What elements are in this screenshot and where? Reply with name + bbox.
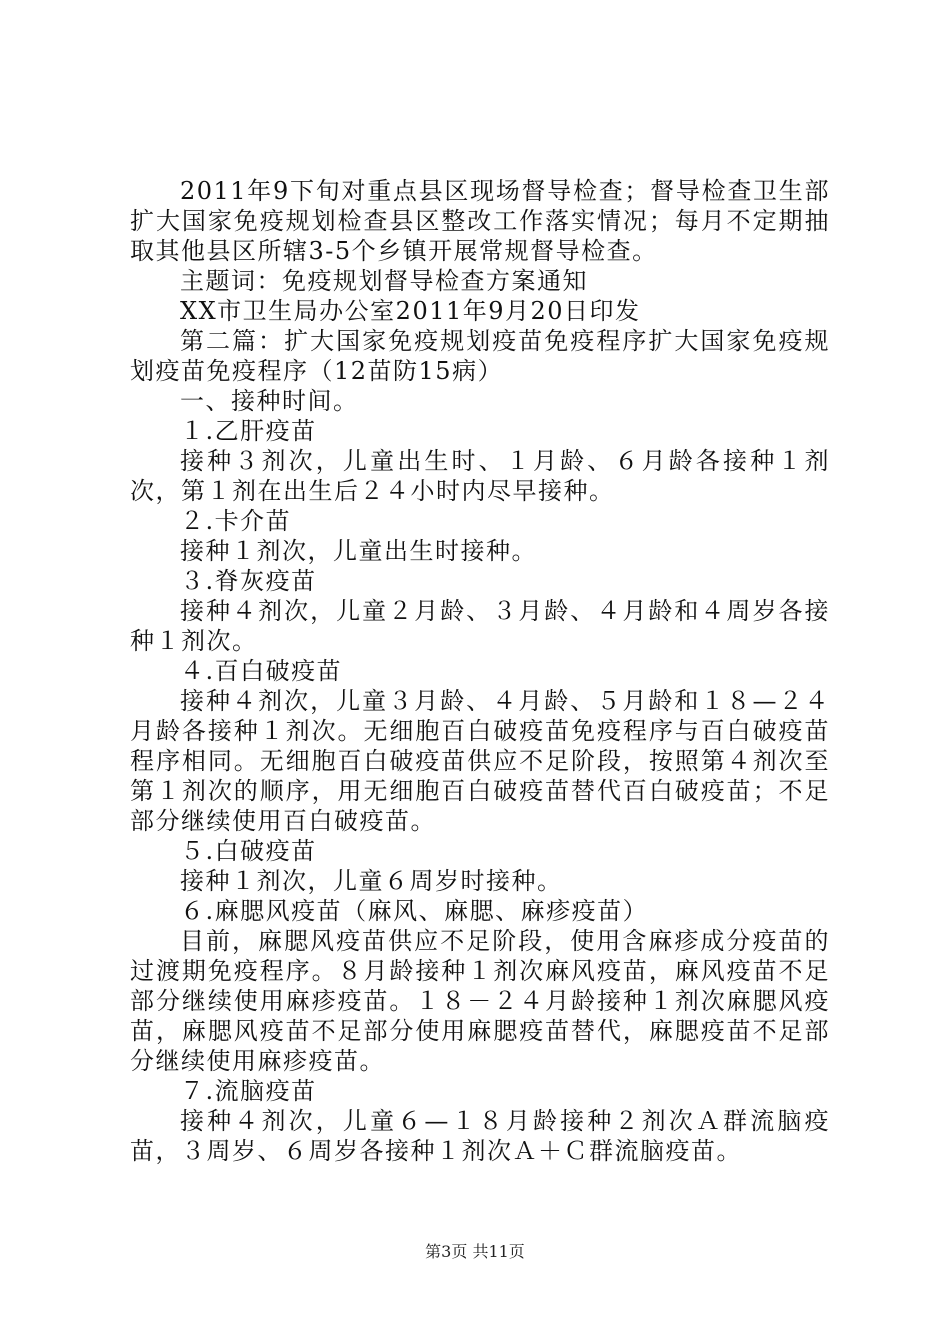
paragraph-part-two-title: 第二篇：扩大国家免疫规划疫苗免疫程序扩大国家免疫规划疫苗免疫程序（12苗防15病） [130,327,830,385]
item-heading-hepatitis-b: １.乙肝疫苗 [180,417,317,445]
item-heading-mmr: ６.麻腮风疫苗（麻风、麻腮、麻疹疫苗） [180,897,649,925]
item-text-dt: 接种１剂次，儿童６周岁时接种。 [180,867,563,895]
item-heading-dt: ５.白破疫苗 [180,837,317,865]
item-text-hepatitis-b: 接种３剂次，儿童出生时、１月龄、６月龄各接种１剂次，第１剂在出生后２４小时内尽早接种。 [130,447,830,505]
item-heading-bcg: ２.卡介苗 [180,507,292,535]
item-text-meningococcal: 接种４剂次，儿童６—１８月龄接种２剂次Ａ群流脑疫苗，３周岁、６周岁各接种１剂次Ａ＋Ｃ群流脑疫苗。 [130,1107,830,1165]
item-text-mmr: 目前，麻腮风疫苗供应不足阶段，使用含麻疹成分疫苗的过渡期免疫程序。８月龄接种１剂次麻风疫苗，麻风疫苗不足部分继续使用麻疹疫苗。１８－２４月龄接种１剂次麻腮风疫苗，麻腮风疫苗不足部分使用麻腮疫苗替代，麻腮疫苗不足部分继续使用麻疹疫苗。 [130,927,830,1075]
paragraph-subject-words: 主题词：免疫规划督导检查方案通知 [180,267,588,295]
item-heading-dtp: ４.百白破疫苗 [180,657,343,685]
item-heading-meningococcal: ７.流脑疫苗 [180,1077,317,1105]
item-text-bcg: 接种１剂次，儿童出生时接种。 [180,537,537,565]
page-footer: 第3页 共11页 [425,1242,525,1261]
item-text-dtp: 接种４剂次，儿童３月龄、４月龄、５月龄和１８—２４月龄各接种１剂次。无细胞百白破疫苗免疫程序与百白破疫苗程序相同。无细胞百白破疫苗供应不足阶段，按照第４剂次至第１剂次的顺序，用无细胞百白破疫苗替代百白破疫苗；不足部分继续使用百白破疫苗。 [130,687,830,835]
item-text-polio: 接种４剂次，儿童２月龄、３月龄、４月龄和４周岁各接种１剂次。 [130,597,830,655]
item-heading-polio: ３.脊灰疫苗 [180,567,317,595]
document-body [130,176,830,1166]
paragraph-issuer: XX市卫生局办公室2011年9月20日印发 [180,297,641,325]
section-heading-vaccination-time: 一、接种时间。 [180,387,359,415]
paragraph-inspection-schedule: 2011年9下旬对重点县区现场督导检查；督导检查卫生部扩大国家免疫规划检查县区整改工作落实情况；每月不定期抽取其他县区所辖3-5个乡镇开展常规督导检查。 [130,177,830,265]
